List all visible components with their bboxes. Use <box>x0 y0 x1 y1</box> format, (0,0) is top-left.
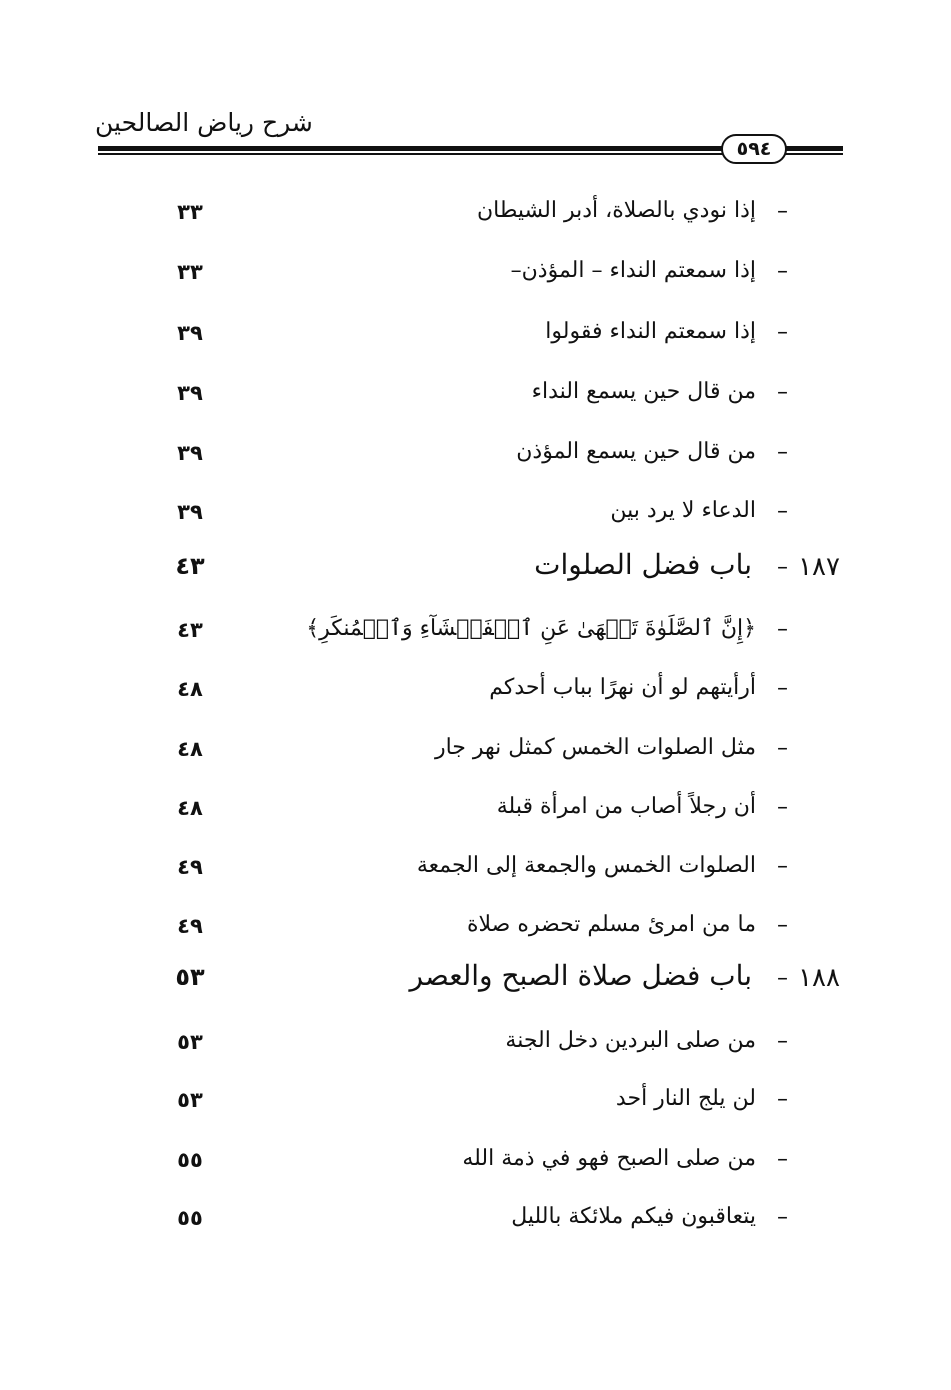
page-reference: ٣٩ <box>177 441 203 465</box>
chapter-title: باب فضل صلاة الصبح والعصر <box>409 959 752 992</box>
entry-dash: – <box>777 1087 788 1112</box>
chapter-title: باب فضل الصلوات <box>534 548 752 581</box>
hadith-row <box>150 306 850 362</box>
page-reference: ٥٣ <box>177 1030 203 1054</box>
hadith-row <box>150 1133 850 1189</box>
chapter-number: ١٨٧ <box>798 552 840 582</box>
running-header-title: شرح رياض الصالحين <box>95 108 313 137</box>
entry-dash: – <box>777 1147 788 1172</box>
hadith-title: أرأيتهم لو أن نهرًا بباب أحدكم <box>489 675 756 700</box>
hadith-row <box>150 781 850 837</box>
page-reference: ٤٨ <box>177 796 203 820</box>
page-reference: ٤٣ <box>175 552 205 580</box>
entry-dash: – <box>777 795 788 820</box>
hadith-title: من قال حين يسمع النداء <box>531 379 756 404</box>
hadith-row <box>150 245 850 301</box>
chapter-row <box>150 541 850 597</box>
hadith-row <box>150 1191 850 1247</box>
entry-dash: – <box>777 617 788 642</box>
page-reference: ٣٣ <box>177 260 203 284</box>
page-reference: ٤٨ <box>177 677 203 701</box>
entry-dash: – <box>777 676 788 701</box>
hadith-title: يتعاقبون فيكم ملائكة بالليل <box>511 1204 756 1229</box>
hadith-row <box>150 366 850 422</box>
hadith-row <box>150 722 850 778</box>
hadith-row <box>150 899 850 955</box>
page-reference: ٣٩ <box>177 500 203 524</box>
hadith-title: من قال حين يسمع المؤذن <box>516 439 756 464</box>
entry-dash: – <box>777 440 788 465</box>
entry-dash: – <box>777 259 788 284</box>
hadith-title: مثل الصلوات الخمس كمثل نهر جار <box>434 735 756 760</box>
entry-dash: – <box>777 854 788 879</box>
page-reference: ٣٩ <box>177 321 203 345</box>
hadith-title: من صلى الصبح فهو في ذمة الله <box>462 1146 756 1171</box>
hadith-row <box>150 603 850 659</box>
hadith-row <box>150 1073 850 1129</box>
page-reference: ٤٩ <box>177 914 203 938</box>
page-reference: ٤٨ <box>177 737 203 761</box>
hadith-row <box>150 840 850 896</box>
entry-dash: – <box>777 736 788 761</box>
hadith-title: لن يلج النار أحد <box>615 1086 756 1111</box>
hadith-title: الصلوات الخمس والجمعة إلى الجمعة <box>416 853 756 878</box>
entry-dash: – <box>777 913 788 938</box>
hadith-title: ﴿إِنَّ ٱلصَّلَوٰةَ تَنۡهَىٰ عَنِ ٱلۡفَحۡشَآءِ وَٱلۡمُنكَرِ﴾ <box>306 616 756 641</box>
page-reference: ٤٩ <box>177 855 203 879</box>
hadith-row <box>150 185 850 241</box>
hadith-row <box>150 426 850 482</box>
chapter-row <box>150 952 850 1008</box>
entry-dash: – <box>777 199 788 224</box>
chapter-number: ١٨٨ <box>798 963 840 993</box>
entry-dash: – <box>777 1029 788 1054</box>
entry-dash: – <box>777 966 788 991</box>
entry-dash: – <box>777 499 788 524</box>
entry-dash: – <box>777 555 788 580</box>
entry-dash: – <box>777 380 788 405</box>
hadith-title: أن رجلاً أصاب من امرأة قبلة <box>496 794 756 819</box>
page-reference: ٥٣ <box>177 1088 203 1112</box>
hadith-title: إذا سمعتم النداء – المؤذن– <box>510 258 756 283</box>
page-reference: ٥٣ <box>175 963 205 991</box>
page-reference: ٥٥ <box>177 1148 203 1172</box>
entry-dash: – <box>777 320 788 345</box>
page-reference: ٣٩ <box>177 381 203 405</box>
hadith-row <box>150 662 850 718</box>
hadith-row <box>150 485 850 541</box>
hadith-title: الدعاء لا يرد بين <box>610 498 756 523</box>
hadith-row <box>150 1015 850 1071</box>
page-reference: ٤٣ <box>177 618 203 642</box>
hadith-title: من صلى البردين دخل الجنة <box>505 1028 756 1053</box>
hadith-title: إذا سمعتم النداء فقولوا <box>545 319 756 344</box>
page-reference: ٥٥ <box>177 1206 203 1230</box>
page-reference: ٣٣ <box>177 200 203 224</box>
entry-dash: – <box>777 1205 788 1230</box>
page-number-badge: ٥٩٤ <box>721 134 787 164</box>
hadith-title: إذا نودي بالصلاة، أدبر الشيطان <box>476 198 756 223</box>
hadith-title: ما من امرئ مسلم تحضره صلاة <box>467 912 756 937</box>
